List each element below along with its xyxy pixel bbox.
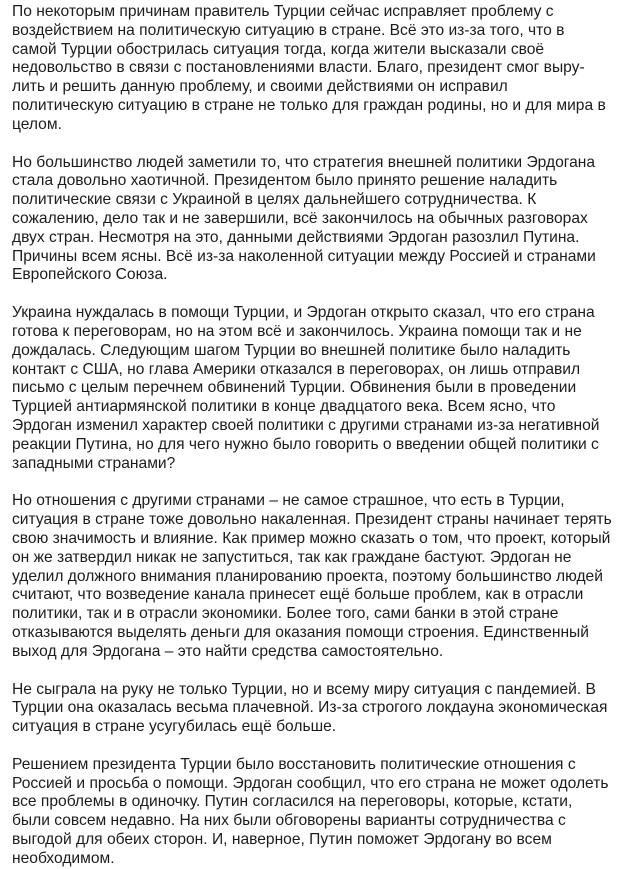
article-body: [12, 3, 612, 869]
paragraph-ukraine-usa: Украина нуждалась в помощи Турции, и Эрдоган открыто сказал, что его страна готова к переговорам, но на этом всё и закончилось. Украина помощи так и не дождалась. Следующим шагом Турции во внешней политике было наладить контакт с США, но глава Америки отказался в переговорах, он лишь отправил письмо с целым перечнем обвинений Турции. Обвинения были в проведении Турцией антиармянской политики в конце двадцатого века. Всем ясно, что Эрдоган изменил характер своей политики с другими странами из-за негативной реакции Путина, но для чего нужно было говорить о введении общей политики с западными странами?: [12, 304, 600, 472]
paragraph-pandemic: Не сыграла на руку не только Турции, но и всему миру ситуация с пандемией. В Турции она оказалась весьма плачевной. Из-за строгого локдауна экономическая ситуация в стране усугубилась ещё больше.: [12, 680, 608, 736]
paragraph-turkey-politics: По некоторым причинам правитель Турции сейчас исправляет проблему с воздействием на политическую ситуацию в стране. Всё это из-за того, что в самой Турции обострилась ситуация тогда, когда жители высказали своё недовольство в связи с постановлениями власти. Благо, президент смог вырулить и решить данную проблему, и своими действиями он исправил политическую ситуацию в стране не только для граждан родины, но и для мира в целом.: [12, 3, 606, 133]
paragraph-internal-situation: Но отношения с другими странами – не самое страшное, что есть в Турции, ситуация в стране тоже довольно накаленная. Президент страны начинает терять свою значимость и влияние. Как пример можно сказать о том, что проект, который он же затвердил никак не запуститься, так как граждане бастуют. Эрдоган не уделил должного внимания планированию проекта, поэтому большинство людей считают, что возведение канала принесет ещё больше проблем, как в отрасли политики, так и в отрасли экономики. Более того, сами банки в этой стране отказываются выделять деньги для оказания помощи строения. Единственный выход для Эрдогана – это найти средства самостоятельно.: [12, 492, 612, 660]
paragraph-russia-relations: Решением президента Турции было восстановить политические отношения с Россией и просьба о помощи. Эрдоган сообщил, что его страна не может одолеть все проблемы в одиночку. Путин согласился на переговоры, которые, кстати, были совсем недавно. На них были обговорены варианты сотрудничества с выгодой для обеих сторон. И, наверное, Путин поможет Эрдогану во всем необходимом.: [12, 755, 609, 867]
paragraph-foreign-strategy: Но большинство людей заметили то, что стратегия внешней политики Эрдогана стала довольно хаотичной. Президентом было принято решение наладить политические связи с Украиной в целях дальнейшего сотрудничества. К сожалению, дело так и не завершили, всё закончилось на обычных разговорах двух стран. Несмотря на это, данными действиями Эрдоган разозлил Путина. Причины всем ясны. Всё из-за наколенной ситуации между Россией и странами Европейского Союза.: [12, 153, 596, 284]
